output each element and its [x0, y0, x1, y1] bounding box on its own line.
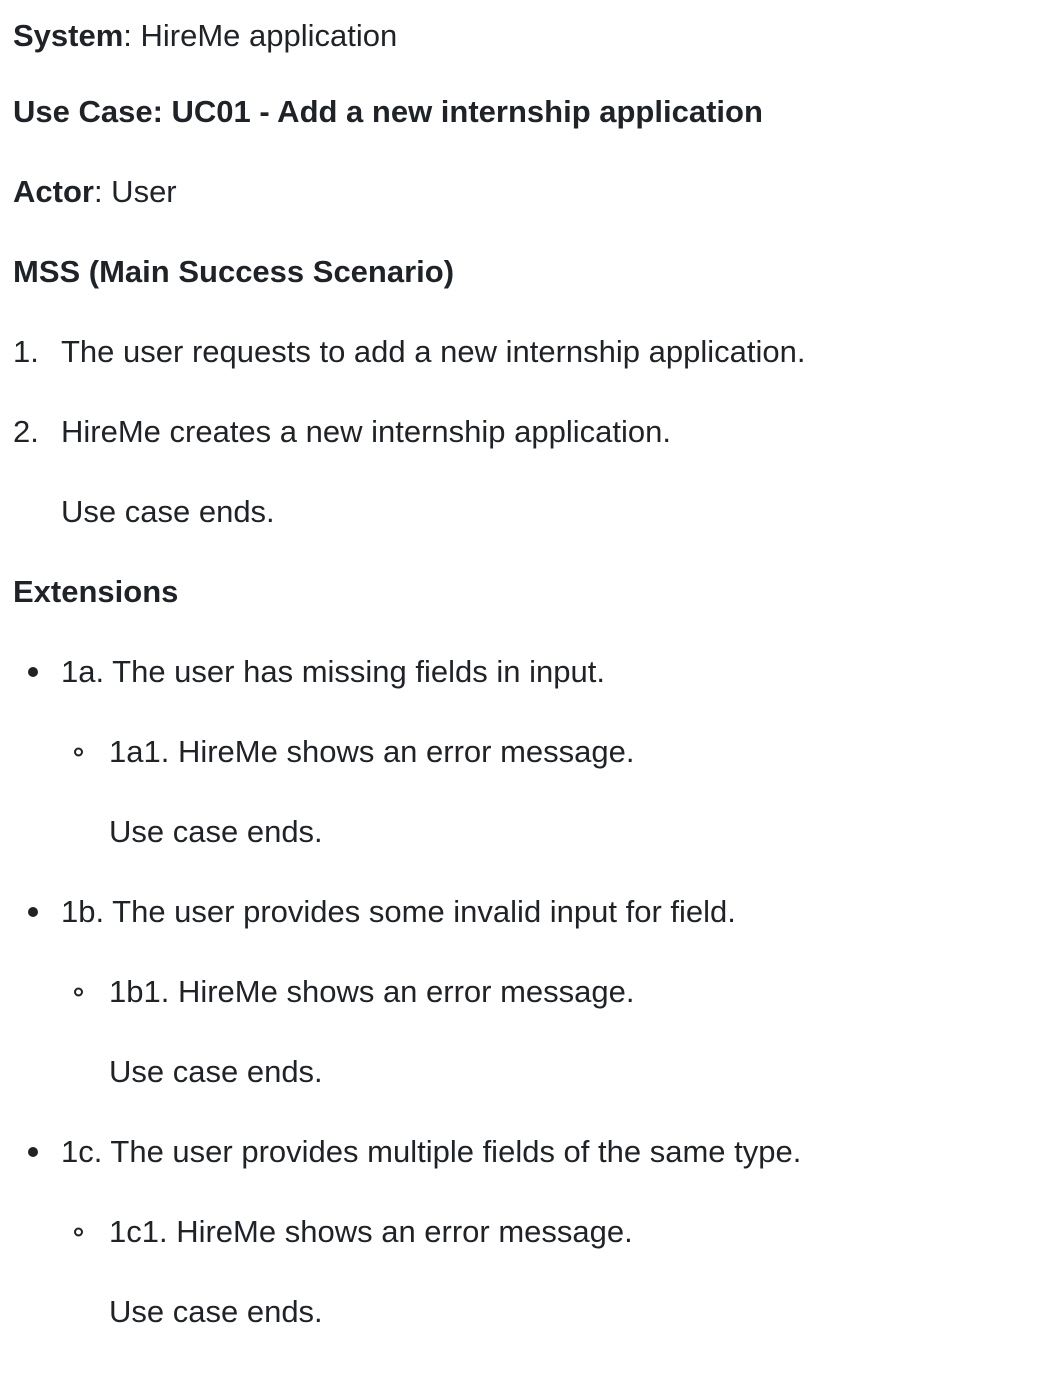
extension-end-text: Use case ends.: [109, 814, 323, 849]
actor-label: Actor: [13, 174, 94, 209]
mss-heading: [13, 232, 1064, 312]
circle-bullet-icon: [74, 1228, 83, 1237]
system-line: [13, 0, 1064, 72]
extension-sub-text: 1b1. HireMe shows an error message.: [109, 974, 635, 1009]
extension-end: [13, 1272, 1064, 1352]
actor-value: : User: [93, 174, 177, 209]
mss-heading-text: MSS (Main Success Scenario): [13, 254, 455, 289]
bullet-icon: [28, 667, 38, 677]
extension-end: [13, 1032, 1064, 1112]
extension-text: 1b. The user provides some invalid input for field.: [61, 894, 736, 929]
extension-end-text: Use case ends.: [109, 1054, 323, 1089]
mss-step: [13, 312, 1064, 392]
mss-step: [13, 392, 1064, 472]
extension-sub-item: [13, 952, 1064, 1032]
mss-step-text: The user requests to add a new internship application.: [61, 334, 806, 369]
extension-sub-item: [13, 1192, 1064, 1272]
extension-sub-text: 1c1. HireMe shows an error message.: [109, 1214, 633, 1249]
system-value: : HireMe application: [123, 18, 398, 53]
extension-sub-item: [13, 712, 1064, 792]
circle-bullet-icon: [74, 988, 83, 997]
extension-item: [13, 872, 1064, 952]
actor-line: [13, 152, 1064, 232]
bullet-icon: [28, 907, 38, 917]
extension-end-text: Use case ends.: [109, 1294, 323, 1329]
extension-text: 1a. The user has missing fields in input.: [61, 654, 605, 689]
circle-bullet-icon: [74, 748, 83, 757]
extension-item: [13, 1112, 1064, 1192]
mss-step-number: 1.: [13, 334, 39, 369]
bullet-icon: [28, 1147, 38, 1157]
use-case-title-text: Use Case: UC01 - Add a new internship application: [13, 94, 763, 129]
mss-end: [13, 472, 1064, 552]
extension-text: 1c. The user provides multiple fields of the same type.: [61, 1134, 802, 1169]
mss-step-number: 2.: [13, 414, 39, 449]
extension-item: [13, 632, 1064, 712]
extensions-heading-text: Extensions: [13, 574, 179, 609]
mss-end-text: Use case ends.: [61, 494, 275, 529]
extension-sub-text: 1a1. HireMe shows an error message.: [109, 734, 635, 769]
extensions-heading: [13, 552, 1064, 632]
use-case-title: [13, 72, 1064, 152]
mss-step-text: HireMe creates a new internship application.: [61, 414, 671, 449]
system-label: System: [13, 18, 124, 53]
extension-end: [13, 792, 1064, 872]
